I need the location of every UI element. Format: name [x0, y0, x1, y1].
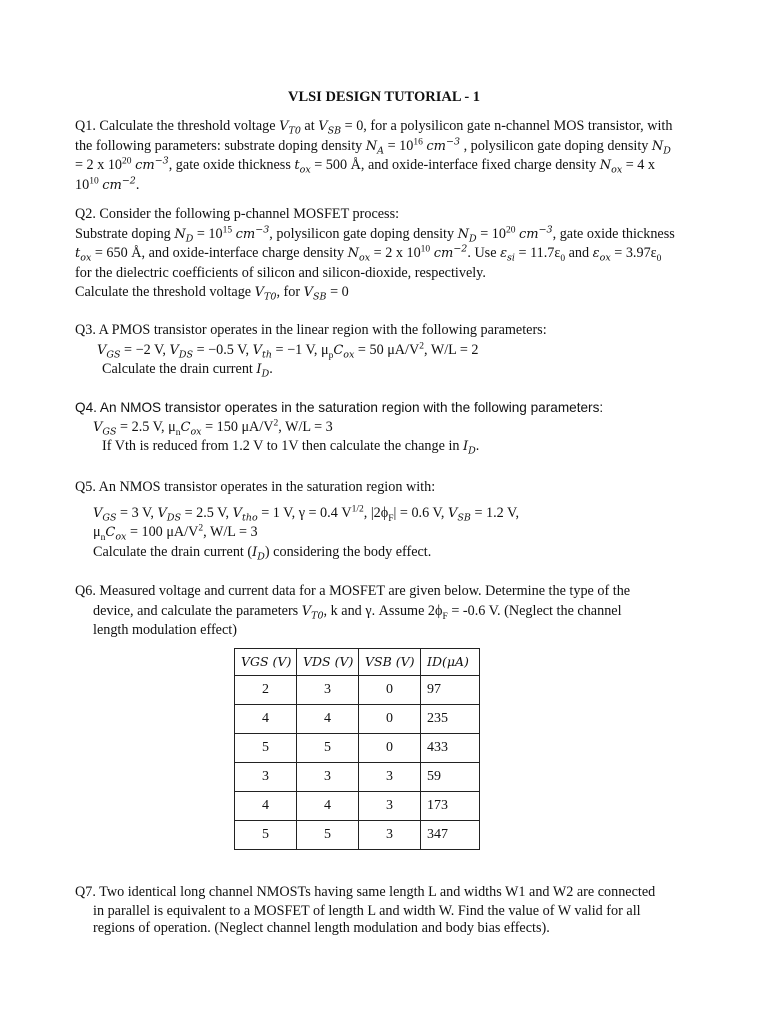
table-row	[235, 676, 480, 705]
table-row	[235, 821, 480, 850]
table-cell: 347	[421, 821, 480, 850]
table-cell: 5	[297, 734, 359, 763]
table-cell: 4	[235, 705, 297, 734]
question-4	[75, 398, 720, 457]
table-cell: 2	[235, 676, 297, 705]
table-cell: 0	[359, 676, 421, 705]
table-cell: 3	[359, 763, 421, 792]
question-2	[75, 205, 720, 303]
q6-line-2: device, and calculate the parameters $V_{T0}$, k and γ. Assume $2\phi_F = -0.6$ V. (Neglect the channel	[93, 602, 622, 622]
table-header-row	[235, 649, 480, 676]
question-1	[75, 117, 720, 195]
q3-line-1: Q3. A PMOS transistor operates in the linear region with the following parameters:	[75, 322, 547, 338]
table-cell: 97	[421, 676, 480, 705]
table-cell: 5	[297, 821, 359, 850]
question-6	[75, 582, 720, 641]
q7-line-3: regions of operation. (Neglect channel length modulation and body bias effects).	[93, 919, 550, 936]
page-title: VLSI DESIGN TUTORIAL - 1	[287, 89, 481, 105]
q2-line-4: for the dielectric coefficients of silicon and silicon-dioxide, respectively.	[75, 264, 486, 281]
table-cell: 0	[359, 734, 421, 763]
q2-line-2: Substrate doping $N_D = 10^{15}$ $cm^{-3}$, polysilicon gate doping density $N_D = 10^{20}$ $cm^{-3}$, gate oxide thickness	[75, 224, 675, 245]
q2-line-1: Q2. Consider the following p-channel MOSFET process:	[75, 206, 400, 222]
q1-line-2: the following parameters: substrate doping density $N_A = 10^{16}$ $cm^{-3}$ , polysilicon gate doping density $N_D$	[75, 136, 671, 157]
q3-line-3: Calculate the drain current $I_D$.	[102, 361, 273, 380]
q7-line-2: in parallel is equivalent to a MOSFET of length L and width W. Find the value of W valid for all	[93, 902, 641, 919]
table-cell: 4	[235, 792, 297, 821]
header-id: ID(μA)	[421, 649, 480, 676]
header-vgs: VGS (V)	[235, 649, 297, 676]
table-cell: 4	[297, 792, 359, 821]
q2-line-3: $t_{ox} = 650$ Å, and oxide-interface charge density $N_{ox} = 2$ x $10^{10}$ $cm^{-2}$. Use $\varepsilon_{si} = 11.7\varepsilon_0$ and $\varepsilon_{ox} = 3.97\varepsilon_0$	[75, 243, 662, 264]
q7-line-1: Q7. Two identical long channel NMOSTs having same length L and widths W1 and W2 are connected	[75, 884, 656, 900]
q2-line-5: Calculate the threshold voltage $V_{T0}$, for $V_{SB} = 0$	[75, 284, 349, 303]
table-cell: 59	[421, 763, 480, 792]
table-cell: 5	[235, 734, 297, 763]
q5-line-1: Q5. An NMOS transistor operates in the saturation region with:	[75, 479, 436, 495]
table-cell: 5	[235, 821, 297, 850]
table-row	[235, 763, 480, 792]
question-7	[75, 883, 720, 937]
header-vds: VDS (V)	[297, 649, 359, 676]
q4-line-1: Q4. An NMOS transistor operates in the saturation region with the following parameters:	[75, 400, 604, 415]
question-3	[75, 321, 720, 380]
q4-line-2: $V_{GS} = 2.5$ V, $\mu_nC_{ox} = 150$ $\mu A/V^2$, W/L = 3	[93, 417, 333, 438]
table-cell: 3	[297, 763, 359, 792]
table-cell: 235	[421, 705, 480, 734]
measurement-table	[234, 648, 480, 850]
table-cell: 0	[359, 705, 421, 734]
q1-line-4: $10^{10}$ $cm^{-2}$.	[75, 175, 140, 193]
table-cell: 3	[359, 821, 421, 850]
q4-line-3: If Vth is reduced from 1.2 V to 1V then calculate the change in $I_D$.	[102, 438, 480, 457]
header-vsb: VSB (V)	[359, 649, 421, 676]
table-cell: 3	[359, 792, 421, 821]
table-row	[235, 734, 480, 763]
q1-line-3: = 2 x $10^{20}$ $cm^{-3}$, gate oxide thickness $t_{ox} = 500$ Å, and oxide-interface fixed charge density $N_{ox} = 4$ x	[75, 155, 656, 176]
question-5	[75, 478, 720, 562]
q1-line-1: Q1. Calculate the threshold voltage $V_{T0}$ at $V_{SB} = 0$, for a polysilicon gate n-channel MOS transistor, with	[75, 118, 673, 137]
table-row	[235, 792, 480, 821]
table-cell: 433	[421, 734, 480, 763]
table-cell: 3	[297, 676, 359, 705]
table-row	[235, 705, 480, 734]
table-cell: 3	[235, 763, 297, 792]
q5-line-4: Calculate the drain current $(I_D)$ considering the body effect.	[93, 543, 432, 563]
table-cell: 4	[297, 705, 359, 734]
q5-line-2: $V_{GS} = 3$ V, $V_{DS} = 2.5$ V, $V_{tho} = 1$ V, γ = 0.4 $V^{1/2}$, $|2\phi_F| = 0.6$ V, $V_{SB} = 1.2$ V,	[93, 503, 519, 524]
q5-line-3: $\mu_nC_{ox} = 100$ $\mu A/V^2$, W/L = 3	[93, 523, 258, 543]
q6-line-3: length modulation effect)	[93, 622, 237, 638]
table-cell: 173	[421, 792, 480, 821]
q3-line-2: $V_{GS} = -2$ V, $V_{DS} = -0.5$ V, $V_{th} = -1$ V, $\mu_pC_{ox} = 50$ $\mu A/V^2$, W/L = 2	[97, 340, 479, 361]
q6-line-1: Q6. Measured voltage and current data for a MOSFET are given below. Determine the type of the	[75, 583, 631, 599]
